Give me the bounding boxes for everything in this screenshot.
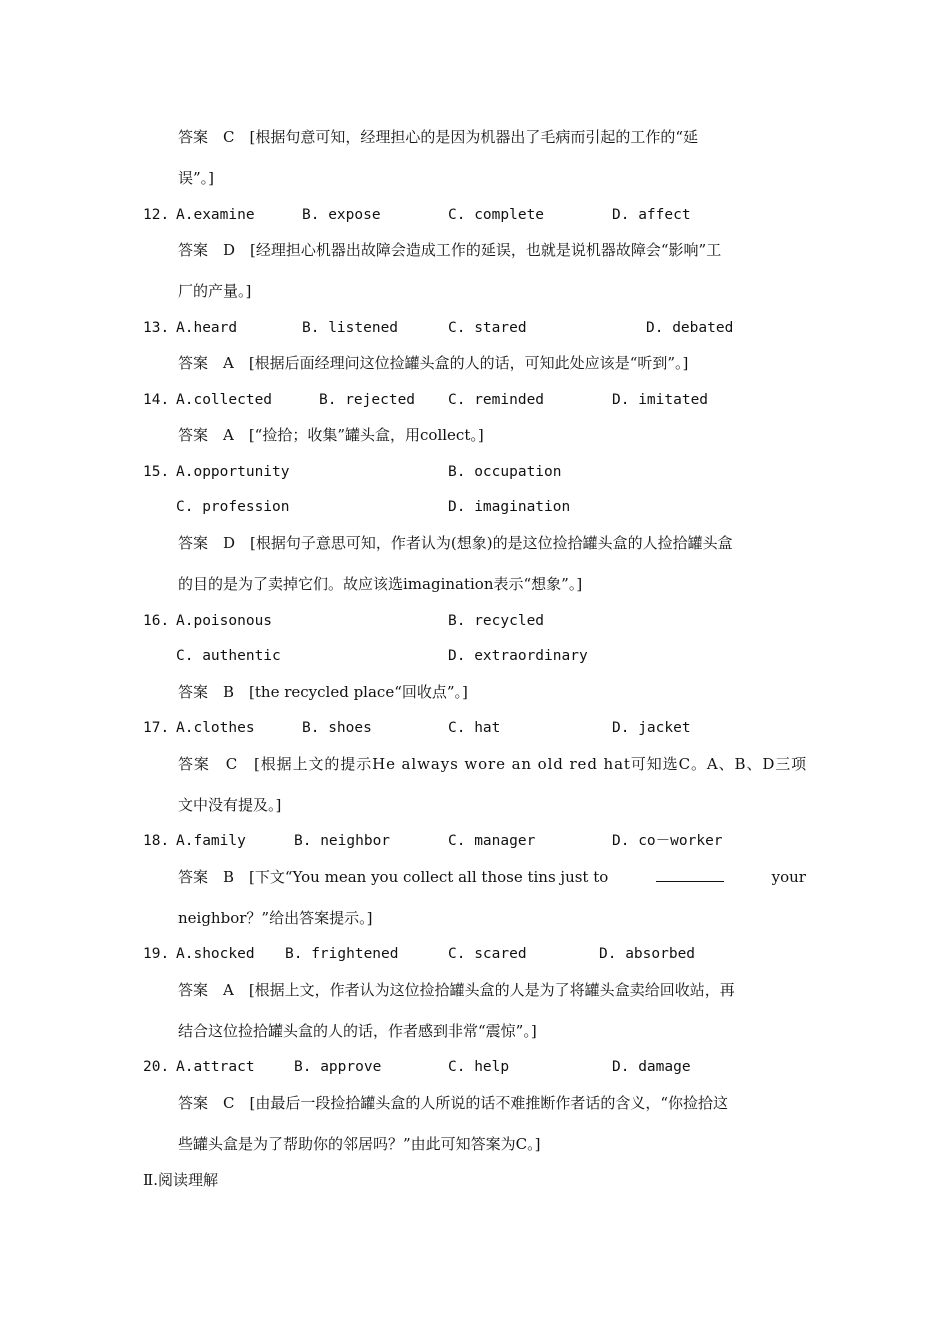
- q17-number: 17.: [143, 720, 170, 736]
- q19-answer-line1: 答案 A [根据上文，作者认为这位捡拾罐头盒的人是为了将罐头盒卖给回收站，再: [178, 981, 735, 999]
- q12-option-d: D. affect: [612, 207, 691, 223]
- q15-option-d: D. imagination: [448, 499, 571, 515]
- q17-option-d: D. jacket: [612, 720, 691, 736]
- q12-option-c: C. complete: [448, 207, 545, 223]
- q15-option-c: C. profession: [176, 499, 290, 515]
- q20-option-b: B. approve: [294, 1059, 382, 1075]
- q12-answer-line1: 答案 D [经理担心机器出故障会造成工作的延误，也就是说机器故障会“影响”工: [178, 241, 722, 259]
- q18-answer-text: 答案 B [下文“You mean you collect all those tins just to: [178, 868, 609, 886]
- q14-option-d: D. imitated: [612, 392, 709, 408]
- q19-option-c: C. scared: [448, 946, 527, 962]
- q19-number: 19.: [143, 946, 170, 962]
- q19-option-d: D. absorbed: [599, 946, 696, 962]
- q12-number: 12.: [143, 207, 170, 223]
- q18-option-d: D. co－worker: [612, 833, 723, 849]
- q19-option-b: B. frightened: [285, 946, 399, 962]
- q12-option-a: A.examine: [176, 207, 255, 223]
- q16-option-a: A.poisonous: [176, 613, 273, 629]
- q20-answer-line2: 些罐头盒是为了帮助你的邻居吗？”由此可知答案为C。]: [178, 1135, 541, 1153]
- q17-option-c: C. hat: [448, 720, 501, 736]
- q17-option-a: A.clothes: [176, 720, 255, 736]
- q13-answer-line1: 答案 A [根据后面经理问这位捡罐头盒的人的话，可知此处应该是“听到”。]: [178, 354, 689, 372]
- q18-option-c: C. manager: [448, 833, 536, 849]
- q18-blank: [656, 867, 724, 882]
- q19-answer-line2: 结合这位捡拾罐头盒的人的话，作者感到非常“震惊”。]: [178, 1022, 537, 1040]
- q15-number: 15.: [143, 464, 170, 480]
- q16-number: 16.: [143, 613, 170, 629]
- q12-option-b: B. expose: [302, 207, 381, 223]
- q13-option-d: D. debated: [646, 320, 734, 336]
- q20-option-c: C. help: [448, 1059, 510, 1075]
- q20-option-a: A.attract: [176, 1059, 255, 1075]
- q18-answer-tail: your: [771, 868, 806, 886]
- q20-number: 20.: [143, 1059, 170, 1075]
- q18-option-a: A.family: [176, 833, 246, 849]
- q14-option-a: A.collected: [176, 392, 273, 408]
- q11-answer-line2: 误”。]: [178, 169, 215, 187]
- q16-answer-line1: 答案 B [the recycled place“回收点”。]: [178, 683, 468, 701]
- q20-answer-line1: 答案 C [由最后一段捡拾罐头盒的人所说的话不难推断作者话的含义，“你捡拾这: [178, 1094, 729, 1112]
- q18-answer-line1: [178, 867, 806, 887]
- section-heading: Ⅱ.阅读理解: [143, 1171, 218, 1189]
- q20-option-d: D. damage: [612, 1059, 691, 1075]
- q18-answer-line2: neighbor？”给出答案提示。]: [178, 909, 373, 927]
- q16-option-b: B. recycled: [448, 613, 545, 629]
- q14-number: 14.: [143, 392, 170, 408]
- q18-option-b: B. neighbor: [294, 833, 391, 849]
- q18-number: 18.: [143, 833, 170, 849]
- q15-answer-line1: 答案 D [根据句子意思可知，作者认为(想象)的是这位捡拾罐头盒的人捡拾罐头盒: [178, 534, 733, 552]
- q16-option-c: C. authentic: [176, 648, 281, 664]
- q13-option-b: B. listened: [302, 320, 399, 336]
- q13-option-a: A.heard: [176, 320, 238, 336]
- q15-option-a: A.opportunity: [176, 464, 290, 480]
- q15-answer-line2: 的目的是为了卖掉它们。故应该选imagination表示“想象”。]: [178, 575, 583, 593]
- q13-option-c: C. stared: [448, 320, 527, 336]
- q17-answer-line1: 答案 C [根据上文的提示He always wore an old red hat可知选C。A、B、D三项: [178, 755, 808, 773]
- q14-answer-line1: 答案 A [“捡拾；收集”罐头盒，用collect。]: [178, 426, 484, 444]
- q19-option-a: A.shocked: [176, 946, 255, 962]
- q11-answer-line1: 答案 C [根据句意可知，经理担心的是因为机器出了毛病而引起的工作的“延: [178, 128, 699, 146]
- q13-number: 13.: [143, 320, 170, 336]
- q16-option-d: D. extraordinary: [448, 648, 588, 664]
- q17-option-b: B. shoes: [302, 720, 372, 736]
- q15-option-b: B. occupation: [448, 464, 562, 480]
- q14-option-b: B. rejected: [319, 392, 416, 408]
- q17-answer-line2: 文中没有提及。]: [178, 796, 282, 814]
- q14-option-c: C. reminded: [448, 392, 545, 408]
- q12-answer-line2: 厂的产量。]: [178, 282, 252, 300]
